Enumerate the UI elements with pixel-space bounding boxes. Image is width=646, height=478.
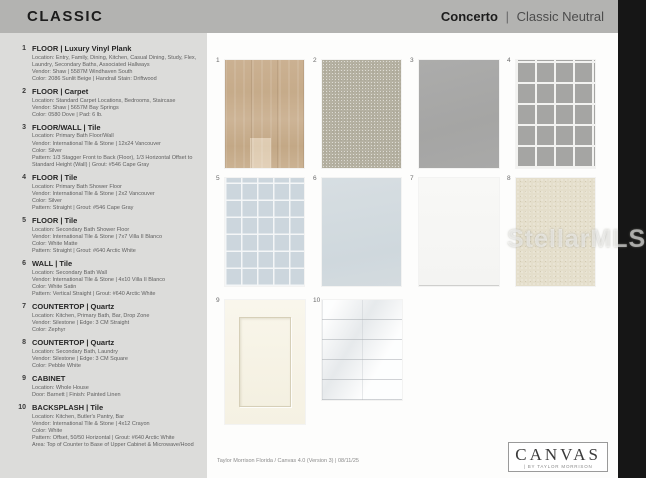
swatch-white-quartz [410,175,499,286]
spec-color: Color: Silver [32,147,62,154]
spec-title: BACKSPLASH | Tile [32,403,104,412]
spec-location: Location: Kitchen, Butler's Pantry, Bar [32,413,125,420]
swatch-number: 1 [216,57,220,64]
spec-sidebar [0,33,207,478]
spec-pattern: Pattern: Offset, 50/50 Horizontal | Grout: #640 Arctic White [32,434,175,441]
spec-door: Door: Barnett | Finish: Painted Linen [32,391,121,398]
spec-item-countertop-secondary [13,338,199,370]
spec-vendor: Vendor: International Tile & Stone | 12x24 Vancouver [32,140,161,147]
footer-version-note: Taylor Morrison Florida / Canvas 4.0 (Version 3) | 08/11/25 [217,458,359,464]
canvas-logo [508,442,608,472]
blue-wall-tile-sample [322,178,401,286]
swatch-board [207,33,646,478]
blue-grid-tile-sample [225,178,304,286]
spec-vendor: Vendor: Shaw | 5587M Windhaven South [32,68,133,75]
title-divider: | [505,9,509,24]
spec-pattern: Pattern: Straight | Grout: #640 Arctic White [32,248,136,255]
spec-location: Location: Kitchen, Primary Bath, Bar, Drop Zone [32,312,150,319]
spec-color: Color: 2086 Sunlit Beige | Handrail Stain: Driftwood [32,75,157,82]
canvas-logo-wordmark: CANVAS [515,445,601,464]
spec-color: Color: Pebble White [32,363,81,370]
content-area [0,33,646,478]
spec-vendor: Vendor: International Tile & Stone | 7x7 Villa II Blanco [32,233,163,240]
spec-area: Area: Top of Counter to Base of Upper Cabinet & Microwave/Hood [32,442,194,449]
swatch-number: 8 [507,175,511,182]
header-bar [0,0,618,33]
scheme-title [441,9,604,24]
swatch-number: 5 [216,175,220,182]
spec-number: 5 [22,217,26,225]
carpet-sample [322,60,401,168]
spec-item-shower-floor-tile [13,173,199,212]
spec-title: FLOOR | Tile [32,173,78,183]
cabinet-door-sample [225,300,305,424]
spec-pattern: Pattern: Vertical Straight | Grout: #640 Arctic White [32,291,156,298]
swatch-luxury-vinyl-plank [216,57,304,168]
spec-color: Color: White [32,427,63,434]
spec-number: 3 [22,123,26,131]
subway-tile-sample [322,300,402,400]
spec-title: FLOOR | Carpet [32,87,89,97]
spec-color: Color: White Satin [32,284,77,291]
spec-pattern: Pattern: Straight | Grout: #546 Cape Gray [32,205,134,212]
spec-location: Location: Primary Bath Shower Floor [32,183,122,190]
swatch-gray-tile [410,57,499,168]
spec-item-wall-tile [13,259,199,298]
spec-title: FLOOR | Luxury Vinyl Plank [32,44,132,53]
spec-location: Location: Entry, Family, Dining, Kitchen, Casual Dining, Study, Flex, Laundry, Secondary Baths, Associated Hallways [32,54,197,68]
swatch-cabinet-door [216,297,305,424]
spec-title: WALL | Tile [32,259,73,269]
swatch-carpet [313,57,401,168]
swatch-beige-quartz [507,175,595,286]
gray-mosaic-sample [516,60,595,168]
spec-title: FLOOR | Tile [32,216,78,226]
spec-number: 6 [22,260,26,268]
spec-number: 7 [22,303,26,311]
spec-color: Color: Zephyr [32,327,66,334]
spec-color: Color: 0580 Dove | Pad: 6 lb. [32,111,103,118]
spec-item-floor-lvp [13,44,199,83]
wood-plank-sample [225,60,304,168]
swatch-subway-tile [313,297,402,400]
swatch-number: 10 [313,297,321,304]
spec-color: Color: White Matte [32,241,78,248]
spec-item-secondary-shower-tile [13,216,199,255]
spec-item-backsplash [13,403,199,449]
spec-vendor: Vendor: Shaw | 5657M Bay Springs [32,104,119,111]
swatch-blue-wall-tile [313,175,401,286]
gray-tile-sample [419,60,499,168]
spec-number: 2 [22,88,26,96]
spec-item-floorwall-tile [13,123,199,169]
swatch-number: 7 [410,175,414,182]
spec-vendor: Vendor: Silestone | Edge: 3 CM Straight [32,320,130,327]
spec-vendor: Vendor: Silestone | Edge: 3 CM Square [32,355,128,362]
spec-vendor: Vendor: International Tile & Stone | 4x12 Crayon [32,420,150,427]
spec-location: Location: Primary Bath Floor/Wall [32,133,114,140]
spec-location: Location: Standard Carpet Locations, Bedrooms, Staircase [32,97,176,104]
swatch-blue-grid-tile [216,175,304,286]
spec-title: CABINET [32,374,66,384]
spec-vendor: Vendor: International Tile & Stone | 4x10 Villa II Blanco [32,276,166,283]
spec-title: COUNTERTOP | Quartz [32,302,115,312]
spec-pattern: Pattern: 1/3 Stagger Front to Back (Floor), 1/3 Horizontal Offset to Standard Height (Wall) | Grout: #546 Cape Gray [32,154,193,169]
mls-watermark: StellarMLS [507,225,646,253]
spec-item-countertop-kitchen [13,302,199,334]
spec-number: 10 [18,404,26,411]
spec-number: 9 [22,375,26,383]
spec-number: 4 [22,174,26,182]
beige-quartz-sample [516,178,595,286]
swatch-number: 2 [313,57,317,64]
spec-location: Location: Secondary Bath, Laundry [32,348,118,355]
spec-location: Location: Secondary Bath Shower Floor [32,226,130,233]
swatch-number: 3 [410,57,414,64]
collection-name: Concerto [440,9,498,24]
swatch-gray-mosaic [507,57,595,168]
spec-location: Location: Whole House [32,384,89,391]
white-quartz-sample [419,178,499,286]
spec-item-cabinet [13,374,199,399]
spec-color: Color: Silver [32,197,62,204]
spec-number: 8 [22,339,26,347]
swatch-number: 9 [216,297,220,304]
spec-location: Location: Secondary Bath Wall [32,269,108,276]
spec-vendor: Vendor: International Tile & Stone | 2x2 Vancouver [32,190,155,197]
spec-number: 1 [22,45,26,52]
canvas-logo-tagline: | BY TAYLOR MORRISON [523,464,593,469]
spec-item-floor-carpet [13,87,199,119]
palette-name: Classic Neutral [516,9,604,24]
spec-title: COUNTERTOP | Quartz [32,338,115,348]
swatch-number: 6 [313,175,317,182]
brand-title: CLASSIC [27,8,104,25]
spec-title: FLOOR/WALL | Tile [32,122,101,132]
swatch-number: 4 [507,57,511,64]
